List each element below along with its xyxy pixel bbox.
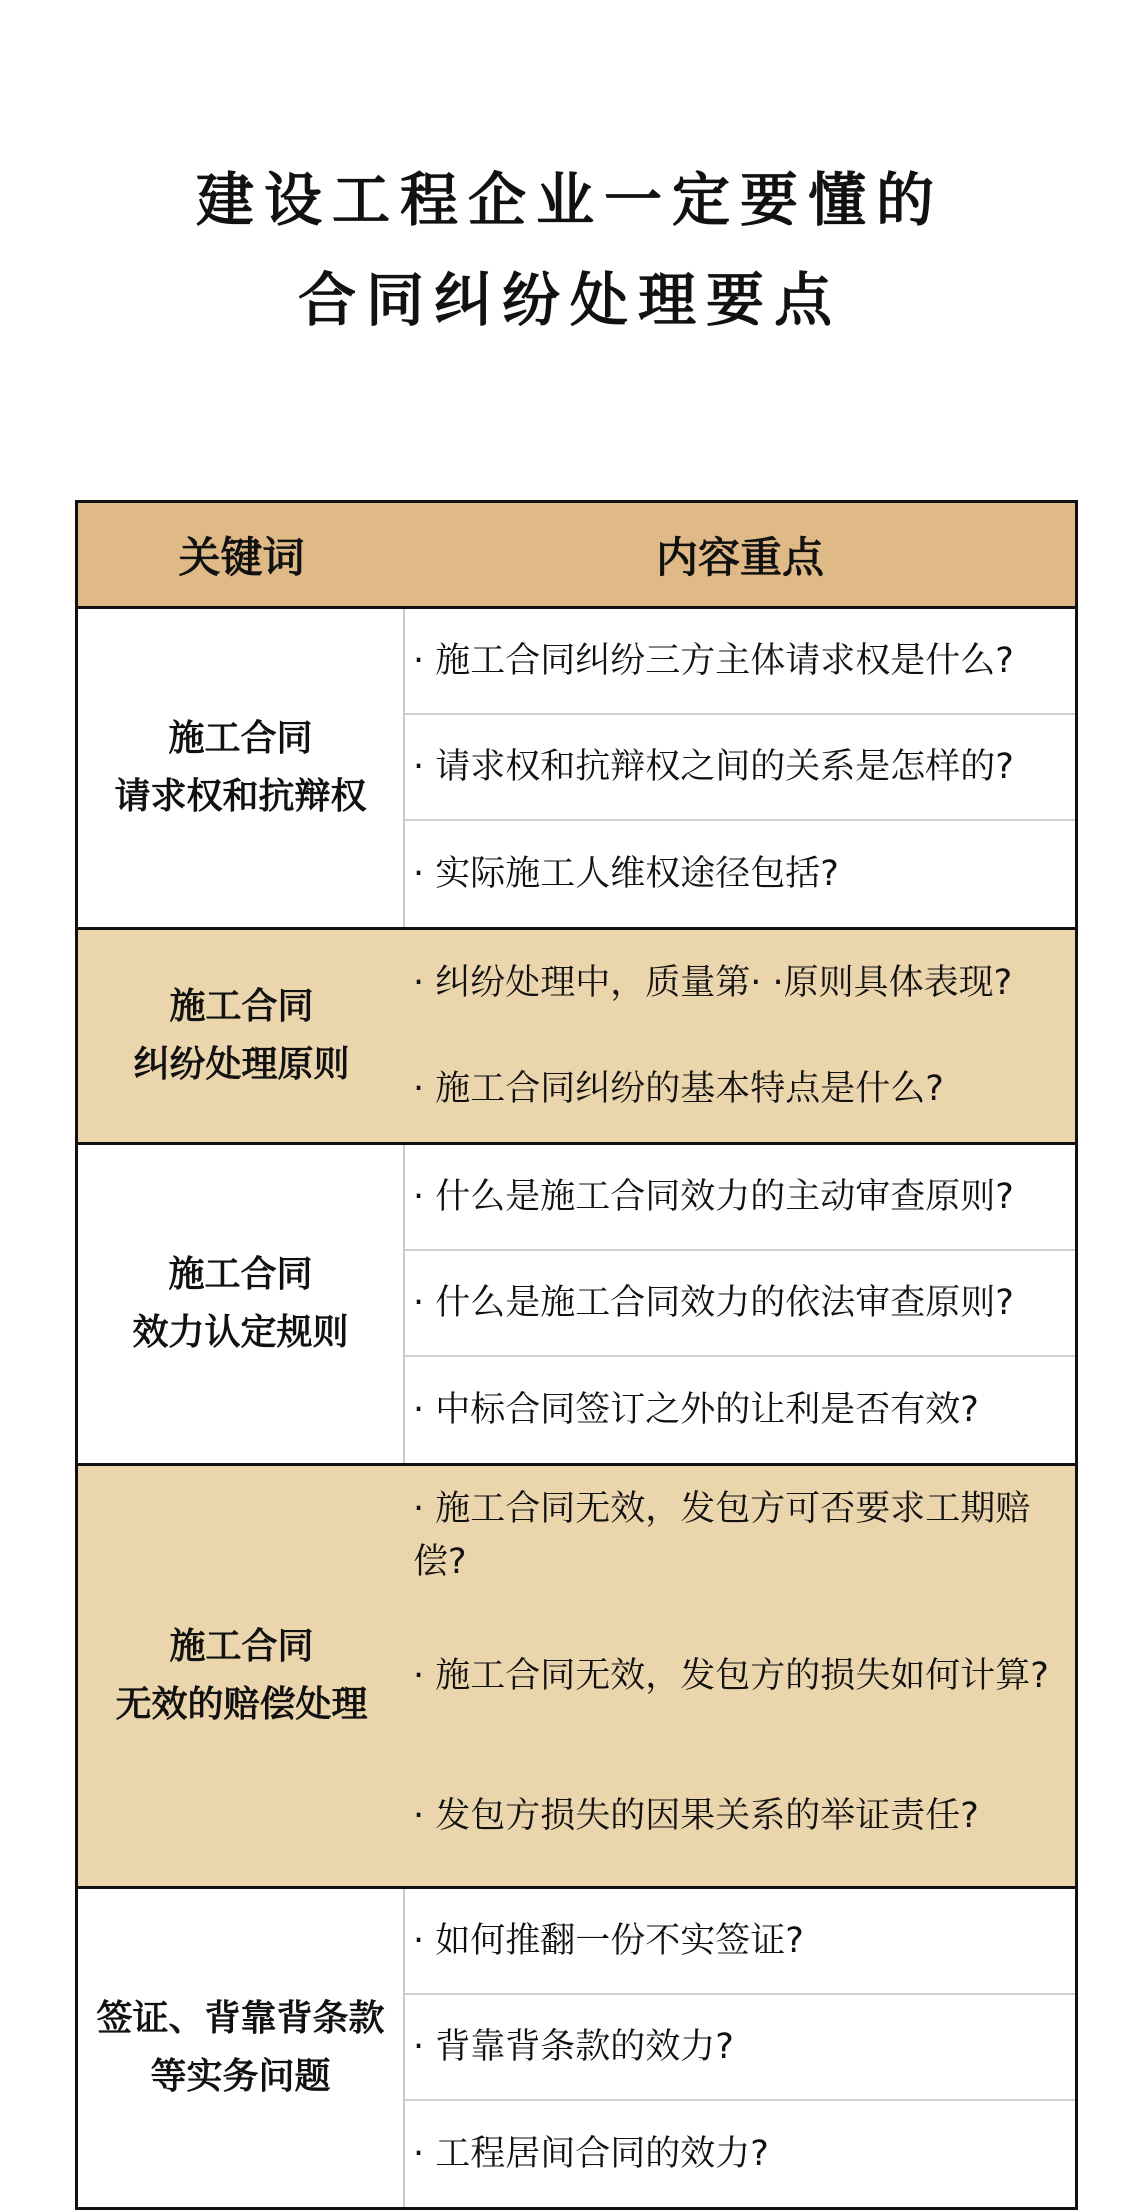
table-row-group [78, 1889, 1075, 2210]
content-cell [405, 1466, 1075, 1886]
content-item-text: · 发包方损失的因果关系的举证责任? [413, 1795, 979, 1836]
content-cell [405, 1889, 1075, 2207]
content-item [405, 1036, 1075, 1142]
keyword-line1: 施工合同 [169, 986, 314, 1027]
content-item [405, 1145, 1075, 1251]
content-item-text: · 工程居间合同的效力? [413, 2133, 769, 2174]
content-item-text: · 如何推翻一份不实签证? [413, 1920, 804, 1961]
table-header-row [78, 503, 1075, 609]
content-item-text: · 施工合同无效，发包方的损失如何计算? [413, 1655, 1049, 1696]
content-item-text: · 施工合同无效，发包方可否要求工期赔偿? [413, 1489, 1031, 1582]
content-item-text: · 施工合同纠纷的基本特点是什么? [413, 1068, 944, 1109]
keyword-line2: 请求权和抗辩权 [114, 776, 367, 817]
header-content: 内容重点 [655, 532, 824, 582]
content-item [405, 1606, 1075, 1746]
content-item [405, 1466, 1075, 1606]
content-item [405, 715, 1075, 821]
content-item-text: · 什么是施工合同效力的主动审查原则? [413, 1176, 1014, 1217]
content-item [405, 1357, 1075, 1463]
table-row-group [78, 1145, 1075, 1466]
keyword-line2: 等实务问题 [150, 2056, 331, 2097]
keyword-cell [78, 1889, 405, 2207]
content-item [405, 1889, 1075, 1995]
content-cell [405, 609, 1075, 927]
content-item-text: · 中标合同签订之外的让利是否有效? [413, 1389, 979, 1430]
keyword-line2: 效力认定规则 [132, 1312, 349, 1353]
key-points-table [75, 500, 1078, 2210]
page-title-line2: 合同纠纷处理要点 [297, 266, 842, 334]
keyword-cell [78, 1145, 405, 1463]
table-row-group [78, 609, 1075, 930]
page-title-line1: 建设工程企业一定要懂的 [195, 166, 944, 234]
content-cell [405, 930, 1075, 1142]
keyword-line1: 施工合同 [169, 1626, 314, 1667]
content-item-text: · 纠纷处理中，质量第· ·原则具体表现? [413, 962, 1013, 1003]
keyword-line1: 签证、背靠背条款 [96, 1998, 385, 2039]
content-item-text: · 背靠背条款的效力? [413, 2026, 734, 2067]
content-item [405, 2101, 1075, 2207]
keyword-line1: 施工合同 [168, 718, 313, 759]
content-item [405, 1995, 1075, 2101]
content-item [405, 1746, 1075, 1886]
table-row-group [78, 930, 1075, 1145]
keyword-cell [78, 930, 405, 1142]
keyword-cell [78, 1466, 405, 1886]
content-item [405, 609, 1075, 715]
content-cell [405, 1145, 1075, 1463]
table-row-group [78, 1466, 1075, 1889]
content-item [405, 1251, 1075, 1357]
content-item-text: · 实际施工人维权途径包括? [413, 853, 839, 894]
header-keyword: 关键词 [178, 532, 305, 582]
content-item [405, 930, 1075, 1036]
content-item [405, 821, 1075, 927]
content-item-text: · 什么是施工合同效力的依法审查原则? [413, 1282, 1014, 1323]
keyword-line2: 纠纷处理原则 [133, 1044, 350, 1085]
keyword-line1: 施工合同 [168, 1254, 313, 1295]
content-item-text: · 施工合同纠纷三方主体请求权是什么? [413, 640, 1014, 681]
keyword-cell [78, 609, 405, 927]
content-item-text: · 请求权和抗辩权之间的关系是怎样的? [413, 746, 1014, 787]
keyword-line2: 无效的赔偿处理 [115, 1684, 368, 1725]
page-title [0, 150, 1140, 350]
